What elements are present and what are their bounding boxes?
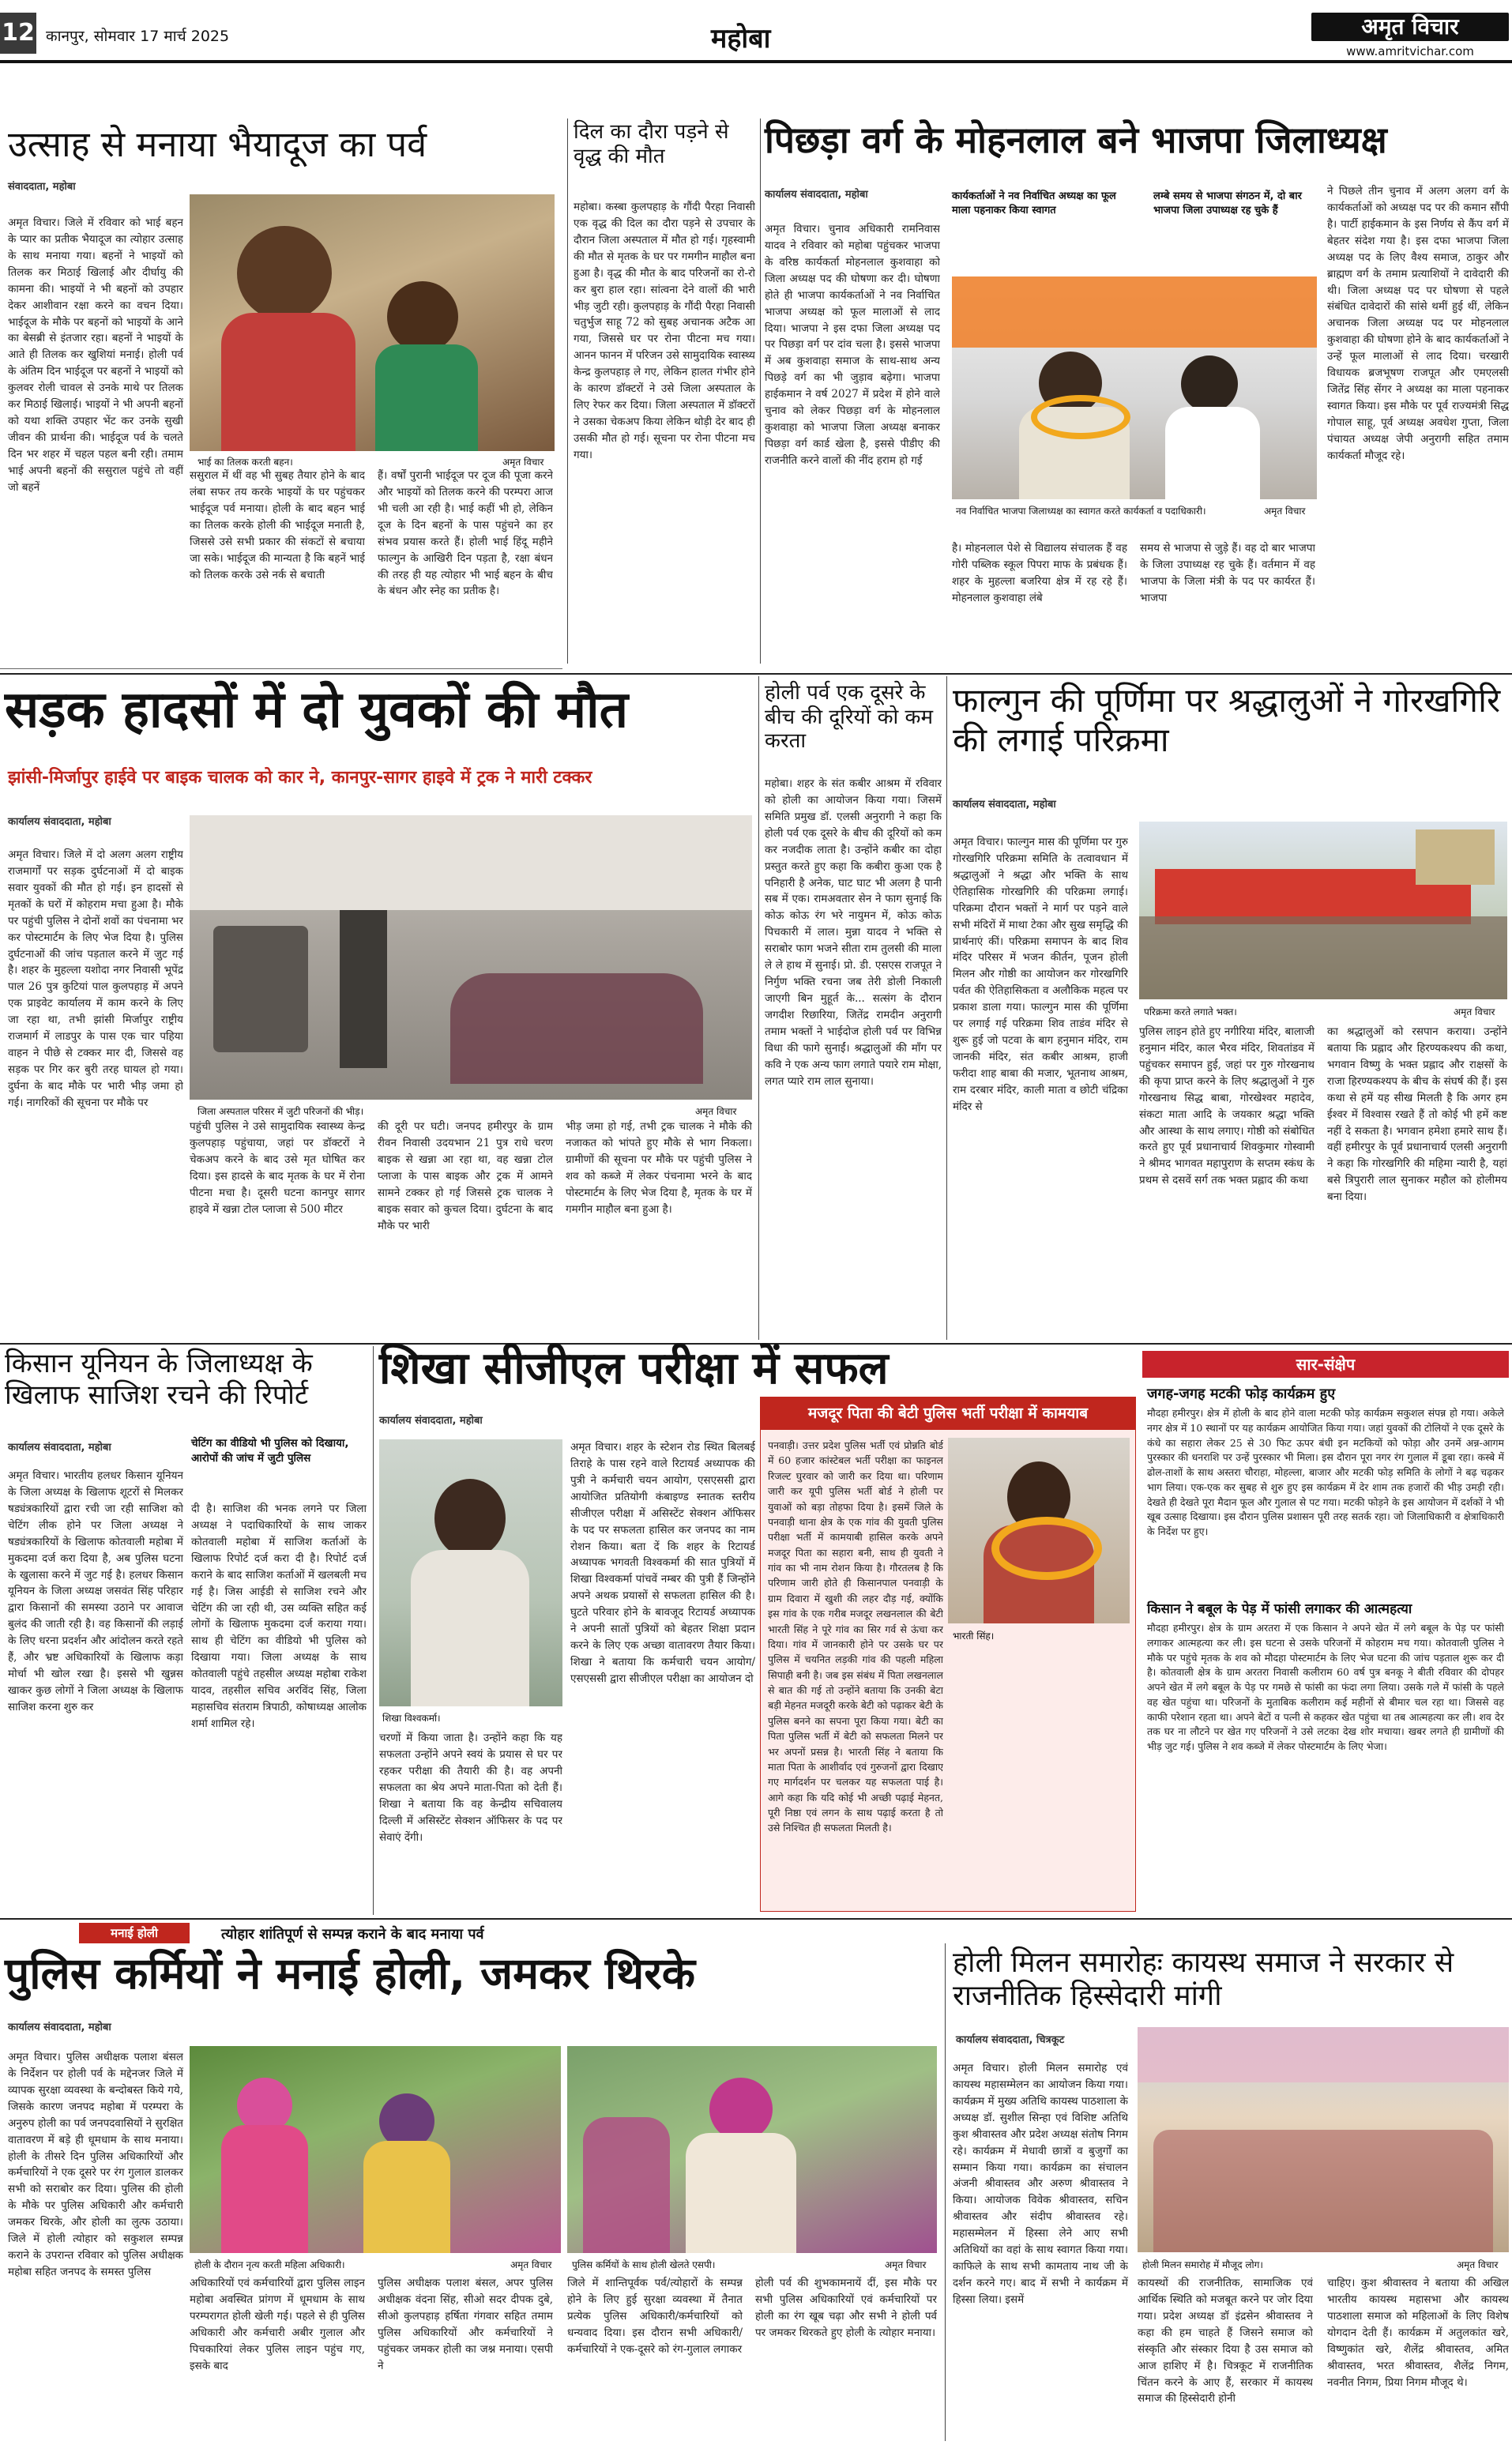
sidebar-header: सार-संक्षेप	[1142, 1351, 1509, 1378]
column-rule	[946, 676, 947, 1340]
a6-body-1: अमृत विचार। फाल्गुन मास की पूर्णिमा पर गुरु गोरखगिरि परिक्रमा समिति के तत्वावधान में श्रद्धालुओं ने श्रद्धा और भक्ति के साथ ऐतिहासिक गोरखगिरि की परिक्रमा लगाई। परिक्रमा दौरान भक्तों ने मार्ग पर पड़ने वाले सभी मंदिरों में माथा टेका और सुख समृद्धि की प्रार्थनाएं कीं। परिक्रमा समापन के बाद शिव मंदिर परिसर में भजन कीर्तन, पूजन होली मिलन और गोष्ठी का आयोजन कर गोरखगिरि पर्वत की ऐतिहासिकता व अलौकिक महत्व पर प्रकाश डाला गया। फाल्गुन मास की पूर्णिमा पर लगाई गई परिक्रमा शिव ताडंव मंदिर से शुरू हुई जो पटवा के बाग हनुमान मंदिर, राम जानकी मंदिर, संत कबीर आश्रम, हाजी फरीदा शाह बाबा की मजार, भूतनाथ आश्रम, राम दरबार मंदिर, काली माता व छोटी चंद्रिका मंदिर से	[953, 836, 1128, 1113]
a8-photo	[379, 1439, 562, 1706]
a1-byline: संवाददाता, महोबा	[8, 181, 76, 193]
a3-body-4: ने पिछले तीन चुनाव में अलग अलग वर्ग के कार्यकर्ताओं को अध्यक्ष पद पर की कमान सौंपी है। पार्टी हाईकमान के इस निर्णय से कैंप वर्ग में बेहतर संदेश गया है। इस दफा भाजपा जिला अध्यक्ष पद के लिए वैश्य समाज, ठाकुर और ब्राह्मण वर्ग के तमाम प्रत्याशियों ने दावेदारी की थी। जिला अध्यक्ष पद पर घोषणा से पहले संबंधित दावेदारों की सांसे थमीं हुई थीं, लेकिन अचानक जिला अध्यक्ष पद पर मोहनलाल कुशवाहा की घोषणा होने के बाद कार्यकर्ताओं ने उन्हें फूल मालाओं से लाद दिया। चरखारी विधायक ब्रजभूषण राजपूत और एमएलसी जितेंद्र सिंह सेंगर ने अध्यक्ष का माला पहनाकर स्वागत किया। इस मौके पर पूर्व राज्यमंत्री सिद्ध गोपाल साहू, पूर्व अध्यक्ष अवधेश गुप्ता, जिला पंचायत अध्यक्ष जेपी अनुरागी सहित तमाम कार्यकर्ता मौजूद रहे।	[1327, 185, 1509, 462]
a4-body-3: की दूरी पर घटी। जनपद हमीरपुर के ग्राम रीवन निवासी उदयभान 21 पुत्र राधे चरण बाइक से खन्ना आ रहा था, वह खन्ना टोल प्लाजा के पास बाइक और ट्रक में आमने सामने टक्कर हो गई जिससे ट्रक चालक ने बाइक सवार को कुचल दिया। दुर्घटना के बाद मौके पर भारी	[378, 1120, 553, 1232]
a10-photo-2	[567, 2046, 937, 2253]
a6-photo	[1139, 822, 1507, 999]
a10-byline: कार्यालय संवाददाता, महोबा	[8, 2022, 111, 2033]
a3-bullet-1: कार्यकर्ताओं ने नव निर्वाचित अध्यक्ष का फूल माला पहनाकर किया स्वागत	[952, 190, 1116, 217]
a6-byline: कार्यालय संवाददाता, महोबा	[953, 799, 1056, 811]
a4-byline: कार्यालय संवाददाता, महोबा	[8, 816, 111, 828]
a4-body-1: अमृत विचार। जिले में दो अलग अलग राष्ट्रीय राजमार्गों पर सड़क दुर्घटनाओं में दो बाइक सवार युवकों की मौत हो गई। इन हादसों से मृतकों के घरों में कोहराम मचा हुआ है। मौके पर पहुंची पुलिस ने दोनों शवों का पंचनामा भर कर पोस्टमार्टम के लिए भेज दिया है। पुलिस दुर्घटनाओं की जांच पड़ताल करने में जुट गई है। शहर के मुहल्ला यशोदा नगर निवासी भूपेंद्र पाल 26 पुत्र कुटियां पाल कुलपहाड़ में अपने एक प्राइवेट कार्यालय में काम करने के लिए जा रहा था, तभी झांसी मिर्जापुर राष्ट्रीय राजमार्ग में लाडपुर के पास एक चार पहिया वाहन ने पीछे से टक्कर मार दी, जिससे वह सड़क पर गिर कर बुरी तरह घायल हो गया। दुर्घना के बाद मौके पर भारी भीड़ जमा हो गई। नागरिकों की सूचना पर मौके पर	[8, 848, 183, 1109]
a10-body-3: पुलिस अधीक्षक पलाश बंसल, अपर पुलिस अधीक्षक वंदना सिंह, सीओ सदर दीपक दुबे, सीओ कुलपहाड़ हर्षिता गंगवार सहित तमाम पुलिस अधिकारियों और कर्मचारियों ने पहुंचकर जमकर होली का जश्न मनाया। एसपी ने	[378, 2277, 553, 2372]
a10-photo-2-caption: पुलिस कर्मियों के साथ होली खेलते एसपी।	[572, 2259, 716, 2270]
a8-headline: शिखा सीजीएल परीक्षा में सफल	[379, 1343, 889, 1394]
a3-photo-credit: अमृत विचार	[1264, 506, 1306, 517]
a10-body-5: होली पर्व की शुभकामनायें दीं, इस मौके पर सभी पुलिस अधिकारियों एवं कर्मचारियों पर होली का रंग खूब चढ़ा और सभी ने होली पर्व पर जमकर थिरकते हुए होली के त्योहार मनाया।	[755, 2277, 937, 2339]
a3-photo	[952, 276, 1317, 499]
column-rule	[373, 1346, 374, 1915]
a7-byline: कार्यालय संवाददाता, महोबा	[8, 1442, 111, 1454]
a10-body-4: जिले में शान्तिपूर्वक पर्व/त्योहारों के सम्पन्न होने के लिए हुई सुरक्षा व्यवस्था में तैनात प्रत्येक पुलिस अधिकारी/कर्मचारियों को धन्यवाद दिया। इस दौरान सभी अधिकारी/कर्मचारियों ने एक-दूसरे को रंग-गुलाल लगाकर	[567, 2277, 743, 2356]
a3-byline: कार्यालय संवाददाता, महोबा	[765, 189, 868, 201]
website-url: www.amritvichar.com	[1346, 44, 1474, 58]
a5-headline: होली पर्व एक दूसरे के बीच की दूरियों को कम करता	[765, 681, 934, 754]
a1-body-1: अमृत विचार। जिले में रविवार को भाई बहन के प्यार का प्रतीक भैयादूज का त्योहार उत्साह के साथ मनाया गया। बहनों ने भाइयों को तिलक कर मिठाई खिलाई और दीर्घायु की कामना की। भाइयों ने भी बहनों को उपहार देकर आशीवान रक्षा करने का वचन दिया। भाईदूज के मौके पर बहनों को भाइयों के आने का बेसब्री से इंतजार रहा। बहनों ने भाइयों के आते ही तिलक कर खुशियां मनाई। होली पर्व के अंतिम दिन भाईदूज पर बहनों ने भाइयों को कुलवर रोली चावल से उनके माथे पर तिलक कर मिठाई खिलाई। भाइयों ने भी अपनी बहनों को यथा शक्ति उपहार भेंट कर उनके सुखी जीवन की प्रार्थना की। भाईदूज पर्व के चलते दिन भर शहर में चहल पहल बनी रही। तमाम भाई अपनी बहनों की ससुराल पहुंचे तो वहीं जो बहनें	[8, 216, 183, 494]
a10-headline: पुलिस कर्मियों ने मनाई होली, जमकर थिरके	[5, 1948, 695, 1999]
a11-body-1: अमृत विचार। होली मिलन समारोह एवं कायस्थ महासम्मेलन का आयोजन किया गया। कार्यक्रम में मुख्य अतिथि कायस्थ पाठशाला के अध्यक्ष डॉ. सुशील सिन्हा एवं विशिष्ट अतिथि कुश श्रीवास्तव और प्रदेश अध्यक्ष संतोष निगम रहे। कार्यक्रम में मेधावी छात्रों व बुजुर्गों का सम्मान किया गया। कार्यक्रम का संचालन अंजनी श्रीवास्तव और अरुण श्रीवास्तव ने किया। आयोजक विवेक श्रीवास्तव, सचिन श्रीवास्तव और संदीप श्रीवास्तव रहे। महासम्मेलन में हिस्सा लेने आए सभी अतिथियों का वहां के साथ स्वागत किया गया। काफिले के साथ सभी कामताय नाथ जी के दर्शन करने गए। बाद में सभी ने कार्यक्रम में हिस्सा लिया। इसमें	[953, 2062, 1128, 2306]
a3-body-2: है। मोहनलाल पेशे से विद्यालय संचालक हैं वह गोरी पब्लिक स्कूल पिपरा माफ के प्रबंधक हैं। शहर के मुहल्ला बजरिया क्षेत्र में रह रहे हैं। मोहनलाल कुशवाहा लंबे	[952, 542, 1127, 604]
a10-kicker: मनाई होली	[79, 1923, 190, 1943]
masthead-date: कानपुर, सोमवार 17 मार्च 2025	[46, 28, 230, 45]
a1-photo-credit: अमृत विचार	[502, 457, 544, 468]
a11-photo-caption: होली मिलन समारोह में मौजूद लोग।	[1142, 2259, 1263, 2270]
section-title: महोबा	[711, 23, 771, 55]
a1-photo-caption: भाई का तिलक करती बहन।	[197, 457, 293, 468]
column-rule	[758, 676, 759, 1340]
page-number: 12	[0, 13, 36, 54]
column-rule	[945, 1943, 946, 2441]
sidebar-news-1-body: मौदहा हमीरपुर। क्षेत्र में होली के बाद होने वाला मटकी फोड़ कार्यक्रम सकुशल संपन्न हो गया। अकेले नगर क्षेत्र में 10 स्थानों पर यह कार्यक्रम आयोजित किया गया। जहां युवकों की टोलियों ने एक दूसरे के कंधे का सहारा लेकर 25 से 30 फिट ऊपर बंधी इन मटकियों को फोड़ा और उनमें अन्न-आगम पुरस्कार की धनराशि पर उन्हें पुरस्कार भी मिला। इस दौरान पूरा नगर रंग गुलाल में डूबा रहा। कस्बे में ढोल-ताशों के साथ अस्तरा चौराहा, मोहल्ला, बाजार और मटकी फोड़ समिति के लोगों ने बढ़ चढ़कर भाग लिया। एक-एक कर सुबह से शुरु हुए इस कार्यक्रम में देर शाम तक हजारों की भीड़ उमड़ी रही। देखते ही देखते पूरा मैदान फूल और गुलाल से पट गया। मटकी फोड़ने के इस आयोजन में दर्शकों ने भी खूब उत्साह दिखाया। इस दौरान पुलिस प्रशासन पूरी तरह सतर्क रहा। जो जिलाधिकारी व क्षेत्राधिकारी के निर्देश पर हुए।	[1147, 1407, 1504, 1537]
sidebar-news-1-headline: जगह-जगह मटकी फोड़ कार्यक्रम हुए	[1147, 1386, 1336, 1402]
a10-body-1: अमृत विचार। पुलिस अधीक्षक पलाश बंसल के निर्देशन पर होली पर्व के मद्देनजर जिले में व्यापक सुरक्षा व्यवस्था के बन्दोबस्त किये गये, जिसके कारण जनपद महोबा में परम्परा के अनुरुप होली का पर्व जनपदवासियों ने सुरक्षित वातावरण में बड़े ही धूमधाम के साथ मनाया। होली के तीसरे दिन पुलिस अधिकारियों और कर्मचारियों ने एक दूसरे पर रंग गुलाल डालकर सभी को सराबोर कर दिया। पुलिस की होली के मौके पर पुलिस अधिकारी और कर्मचारी जमकर थिरके, और होली का लुत्फ उठाया। जिले में होली त्योहार को सकुशल सम्पन्न कराने के उपरान्त रविवार को पुलिस अधीक्षक महोबा सहित जनपद के समस्त पुलिस	[8, 2051, 183, 2278]
a3-body-3: समय से भाजपा से जुड़े हैं। वह दो बार भाजपा के जिला उपाध्यक्ष रह चुके हैं। वर्तमान में वह भाजपा के जिला मंत्री के पद पर कार्यरत हैं। भाजपा	[1140, 542, 1315, 604]
a11-photo	[1138, 2027, 1509, 2252]
a2-headline: दिल का दौरा पड़ने से वृद्ध की मौत	[574, 120, 729, 168]
rule	[0, 668, 562, 669]
a8-byline: कार्यालय संवाददाता, महोबा	[379, 1415, 483, 1427]
a11-body-2: कायस्थों की राजनीतिक, सामाजिक एवं आर्थिक स्थिति को मजबूत करने पर जोर दिया गया। प्रदेश अध्यक्ष डॉ इंद्रसेन श्रीवास्तव ने कहा की हम चाहते हैं जिसने समाज को संस्कृति और संस्कार दिया है उस समाज को आज हाशिए में है। चित्रकूट में राजनीतिक चिंतन करने के आए हैं, सरकार में कायस्थ समाज की हिस्सेदारी होनी	[1138, 2277, 1313, 2406]
a6-body-2: पुलिस लाइन होते हुए नगीरिया मंदिर, बालाजी हनुमान मंदिर, काल भैरव मंदिर, शिवतांडव में पहुंचकर समापन हुई, जहां पर गुरु गोरखनाथ की कृपा प्राप्त करने के लिए श्रद्धालुओं ने गुरु गोरखनाथ सिद्ध बाबा, गोरखेश्वर महादेव, संकटा माता आदि के जयकार श्रद्धा भक्ति और आस्था के साथ लगाए। गोष्ठी को संबोधित करते हुए पूर्व प्रधानाचार्य शिवकुमार गोस्वामी ने श्रीमद भागवत महापुराण के सप्तम स्कंध के प्रथम से दसवें सर्ग तक भक्त प्रह्लाद की कथा	[1139, 1025, 1315, 1187]
a1-body-3: हैं। वर्षों पुरानी भाईदूज पर दूज की पूजा करने और भाइयों को तिलक करने की परम्परा आज भी चली आ रही है। भाई कहीं भी हो, लेकिन दूज के दिन बहनों के पास पहुंचने का हर संभव प्रयास करते हैं। होली भाई हिंदू महीने फाल्गुन के आखिरी दिन पड़ता है, रक्षा बंधन की तरह ही यह त्योहार भी भाई बहन के बीच के बंधन और स्नेह का प्रतीक है।	[378, 469, 553, 598]
a10-strap: त्योहार शांतिपूर्ण से सम्पन्न कराने के बाद मनाया पर्व	[221, 1926, 484, 1943]
a9-body: पनवाड़ी। उत्तर प्रदेश पुलिस भर्ती एवं प्रोन्नति बोर्ड में 60 हजार कांस्टेबल भर्ती परीक्षा का फाइनल रिजल्ट घुरवार को जारी कर दिया था। परिणाम जारी कर यूपी पुलिस भर्ती बोर्ड ने होली पर युवाओं को बड़ा तोहफा दिया है। इसमें जिले के पनवाड़ी थाना क्षेत्र के एक गांव की युवती पुलिस परीक्षा भर्ती में कामयाबी हासिल करके अपने मजदूर पिता का सहारा बनी, साथ ही युवती ने गांव का भी नाम रोशन किया है। गौरतलब है कि परिणाम जारी होते ही किसानपाल पनवाड़ी के ग्राम दिवारा में खुशी की लहर दौड़ गई, क्योंकि इस गांव के एक गरीब मजदूर लखनलाल की बेटी भारती सिंह ने पूरे गांव का सिर गर्व से ऊंचा कर दिया। गांव में जानकारी होने पर उसके घर पर पुलिस में चयनित लड़की गांव की पहली महिला सिपाही बनी है। जब इस संबंध में पिता लखनलाल से बात की गई तो उन्होंने बताया कि उनकी बेटा बड़ी मेहनत मजदूरी करके बेटी को पढ़ाकर बेटी के पुलिस बनने का सपना पूरा किया गया। बेटी का पिता पुलिस भर्ती में बेटी को सफलता मिलने पर भर अपनों प्रसन्न है। भारती सिंह ने बताया कि माता पिता के आशीर्वाद एवं गुरुजनों द्वारा दिखाए गए मार्गदर्शन पर चलकर यह सफलता पाई है। आगे कहा कि यदि कोई भी अच्छी पढ़ाई मेहनत, पूरी निष्ठा एवं लगन के साथ पढ़ाई करता है तो उसे निश्चित ही सफलता मिलती है।	[768, 1439, 943, 1834]
a3-photo-caption: नव निर्वाचित भाजपा जिलाध्यक्ष का स्वागत करते कार्यकर्ता व पदाधिकारी।	[956, 506, 1206, 517]
a8-photo-caption: शिखा विश्वकर्मा।	[382, 1713, 441, 1724]
a4-body-4: भीड़ जमा हो गई, तभी ट्रक चालक ने मौके की नजाकत को भांपते हुए मौके से भाग निकला। ग्रामीणों की सूचना पर मौके पर पहुंची पुलिस ने शव को कब्जे में लेकर पंचनामा भरने के बाद पोस्टमार्टम के लिए भेज दिया है, मृतक के घर में गमगीन माहौल बना हुआ है।	[566, 1120, 752, 1216]
a10-photo-1-credit: अमृत विचार	[510, 2259, 552, 2270]
a10-photo-2-credit: अमृत विचार	[885, 2259, 927, 2270]
a11-photo-credit: अमृत विचार	[1457, 2259, 1499, 2270]
rule	[0, 1918, 1512, 1920]
a5-body: महोबा। शहर के संत कबीर आश्रम में रविवार को होली का आयोजन किया गया। जिसमें समिति प्रमुख डॉ. एलसी अनुरागी ने कहा कि होली पर्व एक दूसरे के बीच की दूरियों को कम कर नजदीक लाता है। उन्होंने कबीर का दोहा प्रस्तुत करते हुए कहा कि कबीरा कुआ एक है पनिहारी है अनेक, घाट घाट भी अलग है पानी सब में एक। रामअवतार सेन ने फाग सुनाई कि कोऊ कोऊ रंग भरे नायुमन में, कोऊ कोऊ पिचकारी में लाल। मुन्ना यादव ने भक्ति से सराबोर फाग भजने सीता राम तुलसी की माला ले ले हाथ में सुनाई। प्रो. डी. एसएस राजपूत ने निर्गुण भक्ति रचना जब तेरी डोली निकाली जाएगी बिन मुहूर्त के... सत्संग के दौरान जगदीश रिछारिया, जितेंद्र रामदीन अनुरागी तमाम भक्तों ने भाईदोज होली पर्व पर विभिन्न विधा की फागे सुनाईं। श्रद्धालुओं की माँग पर कवि ने एक अन्य फाग लगाते पयारे राम मोक्षा, लगत प्यारे राम लाल सुनाया।	[765, 777, 942, 1088]
a6-body-3: का श्रद्धालुओं को रसपान कराया। उन्होंने बताया कि प्रह्लाद और हिरण्यकश्यप की कथा, भगवान विष्णु के भक्त प्रह्लाद और राक्षसों के राजा हिरण्यकश्यप के बीच के संघर्ष की हैं। इस कथा से हमें यह सीख मिलती है कि अगर हम ईश्वर में विश्वास रखते हैं तो कोई भी हमें कष्ट नहीं दे सकता है। भगवान हमेशा हमारे साथ हैं। वहीं हमीरपुर के पूर्व प्रधानाचार्य एलसी अनुरागी ने कहा कि गोरखगिरि की महिमा न्यारी है, यहां बसे त्रिपुरारी लाल सुनाकर महौल को होलीमय बना दिया।	[1327, 1025, 1507, 1204]
a3-headline: पिछड़ा वर्ग के मोहनलाल बने भाजपा जिलाध्यक्ष	[765, 118, 1387, 161]
a1-photo	[190, 194, 555, 451]
a4-photo-credit: अमृत विचार	[695, 1106, 737, 1117]
a4-photo-caption: जिला अस्पताल परिसर में जुटी परिजनों की भीड़।	[197, 1106, 364, 1117]
a6-headline: फाल्गुन की पूर्णिमा पर श्रद्धालुओं ने गोरखगिरि की लगाई परिक्रमा	[953, 681, 1501, 759]
a3-bullet-2: लम्बे समय से भाजपा संगठन में, दो बार भाजपा जिला उपाध्यक्ष रह चुके हैं	[1153, 190, 1302, 217]
a11-body-3: चाहिए। कुश श्रीवास्तव ने बताया की अखिल भारतीय कायस्थ महासभा और कायस्थ पाठशाला समाज को महिलाओं के लिए विशेष योगदान देती हैं। कार्यक्रम में अतुलकांत खरे, विष्णुकांत खरे, शैलेंद्र श्रीवास्तव, अमित श्रीवास्तव, भरत श्रीवास्तव, शैलेंद्र निगम, नवनीत निगम, प्रिया निगम मौजूद थे।	[1327, 2277, 1509, 2389]
a4-body-2: पहुंची पुलिस ने उसे सामुदायिक स्वास्थ्य केन्द्र कुलपहाड़ पहुंचाया, जहां पर डॉक्टरों ने चेकअप करने के बाद उसे मृत घोषित कर दिया। इस हादसे के बाद मृतक के घर में रोना पीटना मचा है। दूसरी घटना कानपुर सागर हाइवे में खन्ना टोल प्लाजा से 500 मीटर	[190, 1120, 365, 1216]
a1-body-2: ससुराल में थीं वह भी सुबह तैयार होने के बाद लंबा सफर तय करके भाइयों के घर पहुंचकर भाईदूज पर्व मनाया। होली के बाद बहन भाई का तिलक करके होली की भाईदूज मनाती है, जिससे उसे सभी प्रकार की संकटों से बचाया जा सके। भाईदूज की मान्यता है कि बहनें भाई को तिलक करके उसे नर्क से बचाती	[190, 469, 365, 581]
a6-photo-credit: अमृत विचार	[1454, 1006, 1495, 1017]
a1-headline: उत्साह से मनाया भैयादूज का पर्व	[8, 123, 427, 165]
column-rule	[567, 118, 568, 664]
a7-bullet: चेटिंग का वीडियो भी पुलिस को दिखाया, आरोपों की जांच में जुटी पुलिस	[191, 1437, 349, 1465]
a9-photo	[948, 1438, 1130, 1623]
a7-headline: किसान यूनियन के जिलाध्यक्ष के खिलाफ साजिश रचने की रिपोर्ट	[5, 1348, 313, 1412]
a4-subhead: झांसी-मिर्जापुर हाईवे पर बाइक चालक को कार ने, कानपुर-सागर हाइवे में ट्रक ने मारी टक्कर	[8, 768, 592, 788]
a4-headline: सड़क हादसों में दो युवकों की मौत	[5, 681, 629, 739]
a8-body-1: अमृत विचार। शहर के स्टेशन रोड स्थित बिलबई तिराहे के पास रहने वाले रिटायर्ड अध्यापक की पुत्री ने कर्मचारी चयन आयोग, एसएससी द्वारा आयोजित प्रतियोगी कंबाइण्ड स्नातक स्तरीय सीजीएल परीक्षा में असिस्टेंट सेक्शन ऑफिसर के पद पर सफलता हासिल कर जनपद का नाम रोशन किया। बता दें कि शहर के रिटायर्ड अध्यापक भगवती विश्वकर्मा की सात पुत्रियों में शिखा विश्वकर्मा पांचवें नम्बर की पुत्री हैं जिन्होंने अपने अथक प्रयासों से सफलता हासिल की है। घुटते परिवार होने के बावजूद रिटायर्ड अध्यापक ने अपनी सातों पुत्रियों को बेहतर शिक्षा प्रदान करने के लिए एक अच्छा वातावरण तैयार किया। शिखा ने बताया कि कर्मचारी चयन आयोग/एसएससी द्वारा सीजीएल परीक्षा का आयोजन दो	[570, 1441, 755, 1685]
a10-photo-1-caption: होली के दौरान नृत्य करती महिला अधिकारी।	[194, 2259, 345, 2270]
column-rule	[760, 118, 761, 664]
a2-body: महोबा। कस्बा कुलपहाड़ के गौंदी पैरहा निवासी एक वृद्ध की दिल का दौरा पड़ने से उपचार के दौरान जिला अस्पताल में मौत हो गई। गृहस्वामी की मौत से मृतक के घर पर गमगीन माहौल बना हुआ है। वृद्ध की मौत के बाद परिजनों का रो-रो कर बुरा हाल रहा। सांत्वना देने वालों की भारी भीड़ जुटी रही। कुलपहाड़ के गौंदी पैरहा निवासी चतुर्भुज साहू 72 को सुबह अचानक अटैक आ गया, जिससे घर पर रोना पीटना मच गया। आनन फानन में परिजन उसे सामुदायिक स्वास्थ्य केन्द्र कुलपहाड़ ले गए, लेकिन हालत गंभीर होने के कारण डॉक्टरों ने उसे जिला अस्पताल के लिए रेफर कर दिया। जिला अस्पताल में डॉक्टरों ने उसका चेकअप किया लेकिन थोड़ी देर बाद ही उसकी मौत हो गई। सूचना पर रोना पीटना मच गया।	[574, 201, 755, 461]
a11-byline: कार्यालय संवाददाता, चित्रकूट	[956, 2034, 1065, 2046]
sidebar-news-2-headline: किसान ने बबूल के पेड़ में फांसी लगाकर की आत्महत्या	[1147, 1601, 1412, 1617]
a9-photo-caption: भारती सिंह।	[953, 1631, 995, 1642]
a11-headline: होली मिलन समारोहः कायस्थ समाज ने सरकार से राजनीतिक हिस्सेदारी मांगी	[953, 1947, 1454, 2013]
a10-body-2: अधिकारियों एवं कर्मचारियों द्वारा पुलिस लाइन महोबा अवस्थित प्रांगण में धूमधाम के साथ परम्परागत होली खेली गई। पहले से ही पुलिस अधिकारी और कर्मचारी अबीर गुलाल और पिचकारियां लेकर पुलिस लाइन पहुंच गए, इसके बाद	[190, 2277, 365, 2372]
a7-body-1: अमृत विचार। भारतीय हलधर किसान यूनियन के जिला अध्यक्ष के खिलाफ शूटरों से मिलकर षड्यंत्रकारियों द्वारा रची जा रही साजिश को चेटिंग लीक होने पर जिला अध्यक्ष ने षड्यंत्रकारियों के खिलाफ कोतवाली महोबा में मुकदमा दर्ज करा दिया है, अब पुलिस घटना के खुलासा करने में जुट गई है। हलधर किसान यूनियन के जिला अध्यक्ष जसवंत सिंह परिहार द्वारा किसानों की समस्या उठाने पर आवाज बुलंद की जाती रही है। वह किसानों की लड़ाई के लिए धरना प्रदर्शन और आंदोलन करते रहते हैं, और भ्रष्ट अधिकारियों के खिलाफ कड़ा मोर्चा भी खोल रखा है। इससे भी खुन्नस खाकर कुछ लोगों ने जिला अध्यक्ष के खिलाफ साजिश करना शुरु कर	[8, 1469, 183, 1713]
brand-logo: अमृत विचार	[1311, 13, 1509, 41]
a7-body-2: दी है। साजिश की भनक लगने पर जिला अध्यक्ष ने पदाधिकारियों के साथ जाकर कोतवाली महोबा में साजिश कर्ताओं के खिलाफ रिपोर्ट दर्ज करा दी है। रिपोर्ट दर्ज कराने के बाद साजिश कर्ताओं में खलबली मच गई है। जिस आईडी से साजिश रचने और चेटिंग की जा रही थी, उस व्यक्ति सहित कई लोगों के खिलाफ मुकदमा दर्ज कराया गया। साथ ही चेटिंग का वीडियो भी पुलिस को दिखाया गया। जिला अध्यक्ष के साथ कोतवाली पहुंचे तहसील अध्यक्ष महोबा राकेश यादव, तहसील सचिव अरविंद सिंह, जिला महासचिव संतराम त्रिपाठी, कोषाध्यक्ष आलोक शर्मा शामिल रहे।	[191, 1503, 367, 1730]
a4-photo	[190, 815, 752, 1100]
a3-body-1: अमृत विचार। चुनाव अधिकारी रामनिवास यादव ने रविवार को महोबा पहुंचकर भाजपा के वरिष्ठ कार्यकर्ता मोहनलाल कुशवाहा को जिला अध्यक्ष पद की घोषणा कर दी। घोषणा होते ही भाजपा कार्यकर्ताओं ने नव निर्वाचित भाजपा अध्यक्ष को फूल मालाओं से लाद दिया। भाजपा ने इस दफा जिला अध्यक्ष पद पर पिछड़ा वर्ग पर दांव चला है। इससे भाजपा में अब कुशवाहा समाज के साथ-साथ अन्य पिछड़े वर्ग का भी जुड़ाव बढ़ेगा। भाजपा हाईकमान ने वर्ष 2027 में प्रदेश में होने वाले चुनाव को लेकर पिछड़ा वर्ग के मोहनलाल कुशवाहा को भाजपा जिला अध्यक्ष बनाकर पिछड़ा वर्ग कार्ड खेला है, इससे पीडीए की राजनीति करने वालों की नींद हराम हो गई	[765, 223, 940, 467]
a9-headline-bar: मजदूर पिता की बेटी पुलिस भर्ती परीक्षा में कामयाब	[760, 1397, 1136, 1430]
a8-body-2: चरणों में किया जाता है। उन्होंने कहा कि यह सफलता उन्होंने अपने स्वयं के प्रयास से घर पर रहकर परीक्षा की तैयारी की है। वह अपनी सफलता का श्रेय अपने माता-पिता को देती हैं। शिखा ने बताया कि वह केन्द्रीय सचिवालय दिल्ली में असिस्टेंट सेक्शन ऑफिसर के पद पर सेवाएं देंगी।	[379, 1732, 562, 1844]
masthead-rule	[0, 60, 1512, 63]
a6-photo-caption: परिक्रमा करते लगाते भक्त।	[1144, 1006, 1237, 1017]
rule	[0, 673, 1512, 675]
a10-photo-1	[190, 2046, 561, 2253]
sidebar-news-2-body: मौदहा हमीरपुर। क्षेत्र के ग्राम अरतरा में एक किसान ने अपने खेत में लगे बबूल के पेड़ पर फांसी लगाकर आत्महत्या कर ली। इस घटना से उसके परिजनों में कोहराम मच गया। कोतवाली पुलिस ने मौके पर पहुंचे मृतक के शव को मौदहा पोस्टमार्टम के लिए भेज घटना की जांच पड़ताल शुरू कर दी है। कोतवाली क्षेत्र के ग्राम अरतरा निवासी कलीराम 60 वर्ष पुत्र बनकू ने बीती रविवार की दोपहर अपने खेत में लगे बबूल के पेड़ पर गमछे से फांसी का फंदा लगा लिया। उसके गले में फांसी के पहले वह खेत पहुंचा था। परिजनों के मुताबिक कलीराम कई महीनों से बीमार चल रहा था। जिससे वह काफी परेशान रहता था। अपने बेटों व पत्नी से कहकर खेत पहुंचा था तब आत्महत्या कर ली। शव देर तक घर ना लौटने पर खेत गए परिजनों ने उसे लटका देख शोर मचाया। खबर लगते ही ग्रामीणों की भीड़ जुट गई। पुलिस ने शव कब्जे में लेकर पोस्टमार्टम के लिए भेजा।	[1147, 1622, 1504, 1752]
